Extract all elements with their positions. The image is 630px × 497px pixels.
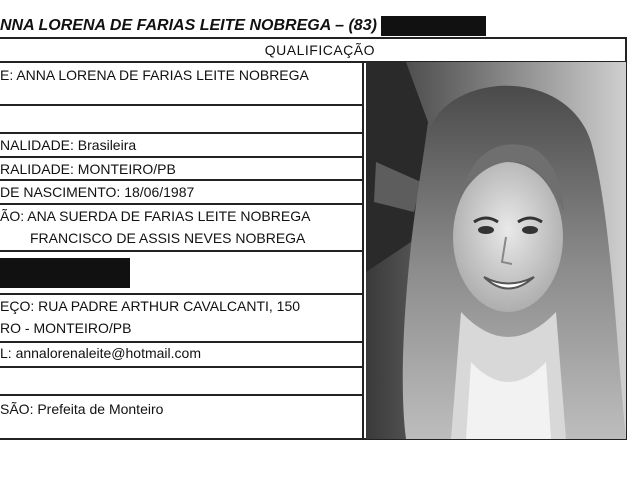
title-text: NNA LORENA DE FARIAS LEITE NOBREGA – (83) bbox=[0, 17, 377, 34]
row-endereco bbox=[0, 295, 364, 343]
row-naturalidade bbox=[0, 158, 364, 181]
field-profissao: SÃO: Prefeita de Monteiro bbox=[0, 401, 164, 417]
row-empty-1 bbox=[0, 106, 364, 134]
row-filiacao bbox=[0, 205, 364, 252]
field-endereco-2: RO - MONTEIRO/PB bbox=[0, 320, 132, 336]
field-nascimento: DE NASCIMENTO: 18/06/1987 bbox=[0, 184, 195, 200]
row-nascimento bbox=[0, 181, 364, 205]
qualification-heading: QUALIFICAÇÃO bbox=[0, 39, 625, 63]
document-title bbox=[0, 14, 486, 38]
row-empty-2 bbox=[0, 368, 364, 396]
row-nome bbox=[0, 63, 364, 106]
field-nacionalidade: NALIDADE: Brasileira bbox=[0, 137, 137, 153]
redacted-phone bbox=[381, 16, 486, 36]
redacted-field bbox=[0, 258, 130, 288]
row-email bbox=[0, 343, 364, 368]
column-divider bbox=[362, 63, 364, 440]
field-filiacao-pai: FRANCISCO DE ASSIS NEVES NOBREGA bbox=[30, 230, 306, 246]
row-redacted bbox=[0, 252, 364, 295]
row-profissao bbox=[0, 396, 364, 440]
field-naturalidade: RALIDADE: MONTEIRO/PB bbox=[0, 161, 176, 177]
field-nome: E: ANNA LORENA DE FARIAS LEITE NOBREGA bbox=[0, 67, 309, 83]
portrait-image-icon bbox=[366, 62, 626, 439]
row-nacionalidade bbox=[0, 134, 364, 158]
field-email: L: annalorenaleite@hotmail.com bbox=[0, 345, 201, 361]
portrait-photo bbox=[366, 62, 626, 439]
field-endereco-1: EÇO: RUA PADRE ARTHUR CAVALCANTI, 150 bbox=[0, 298, 301, 314]
field-filiacao-mae: ÃO: ANA SUERDA DE FARIAS LEITE NOBREGA bbox=[0, 208, 311, 224]
